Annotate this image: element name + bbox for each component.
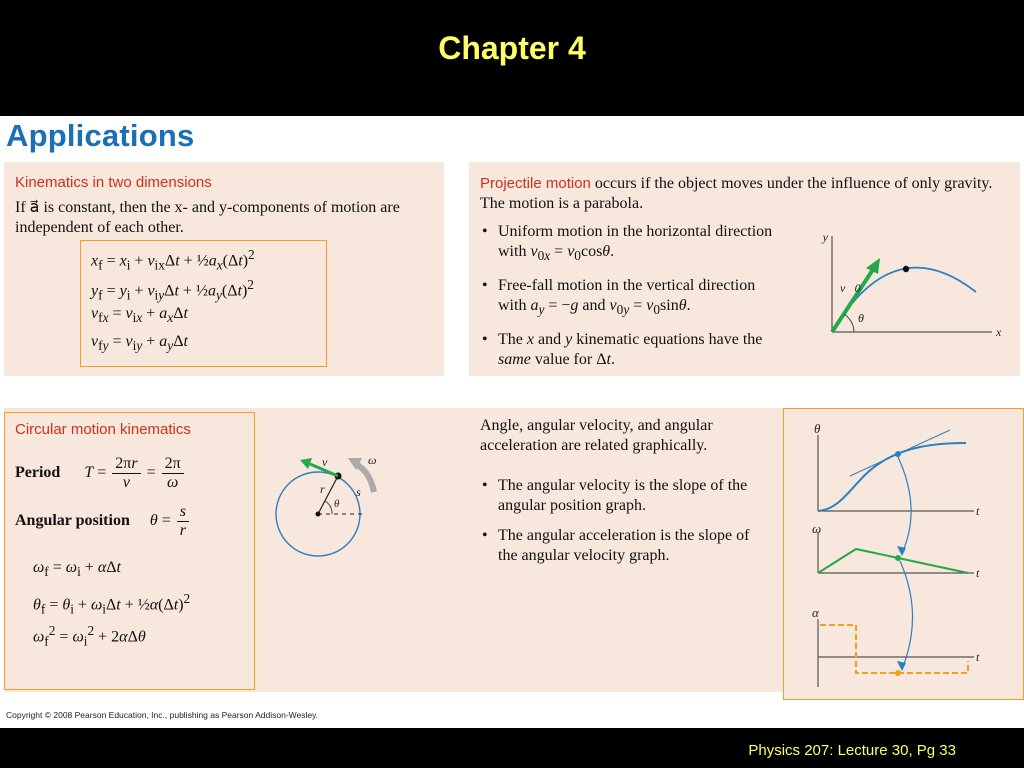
- slide-footer: Physics 207: Lecture 30, Pg 33: [748, 742, 956, 759]
- projectile-bullet-3: • The x and y kinematic equations have the same value for Δt.: [480, 330, 780, 370]
- angular-graphs-box: [783, 408, 1024, 700]
- omega-t-label: t: [976, 566, 980, 580]
- projectile-v0-label: v⃗0: [840, 281, 861, 295]
- theta-axis-label: θ: [814, 421, 821, 436]
- kinematics-eq-1: $x_f = x_i + v_{ix}\Delta t$ + $\frac{1}{2}a_x(\Delta t)^2$: [91, 247, 255, 273]
- circular-eq-1: $\omega_f = \omega_i + \alpha\Delta t$: [33, 559, 121, 580]
- circular-heading: Circular motion kinematics: [15, 421, 191, 438]
- angular-intro: Angle, angular velocity, and angular acceleration are related graphically.: [480, 417, 713, 454]
- theta-t-label: t: [976, 504, 980, 518]
- kinematics-panel: [4, 162, 444, 376]
- slide-content: [0, 116, 1024, 728]
- omega-label: ω: [368, 453, 377, 467]
- omega-line: [818, 549, 968, 573]
- theta-curve: [818, 443, 966, 511]
- alpha-point: [895, 670, 901, 676]
- kinematics-eq-2: $y_f = y_i + v_{iy}\Delta t$ + $\frac{1}{2}a_y(\Delta t)^2$: [91, 277, 254, 303]
- kinematics-heading: Kinematics in two dimensions: [15, 174, 212, 191]
- projectile-intro: occurs if the object moves under the influence of only gravity. The motion is a parabola.: [480, 175, 993, 212]
- projectile-theta-label: θ: [858, 311, 864, 325]
- kinematics-eq-3: $v_{fx} = v_{ix} + a_x\Delta t$: [91, 305, 188, 326]
- projectile-velocity-arrow: [832, 268, 874, 332]
- projectile-bullet-1: • Uniform motion in the horizontal direction with $v_{0x} = v_0\cos\theta$.: [480, 222, 780, 266]
- v-label: v⃗: [322, 455, 337, 469]
- alpha-axis-label: α: [812, 605, 819, 620]
- angular-position-row: Angular position θ = $\frac{s}{r}$: [15, 503, 191, 540]
- circular-motion-diagram: [264, 446, 394, 562]
- circular-box: [4, 412, 255, 690]
- theta-arc: [325, 501, 332, 514]
- angular-bullet-1: • The angular velocity is the slope of the angular position graph.: [480, 476, 770, 516]
- slope-arrow-2: [900, 561, 913, 669]
- alpha-step: [820, 625, 968, 673]
- section-title: Applications: [6, 118, 195, 153]
- alpha-t-label: t: [976, 650, 980, 664]
- projectile-heading: Projectile motion: [480, 175, 591, 192]
- angular-position-label: Angular position: [15, 512, 130, 530]
- circular-eq-3: $\omega_f^2 = \omega_i^2 + 2\alpha\Delta\theta$: [33, 623, 146, 649]
- projectile-angle-arc: [844, 314, 854, 332]
- projectile-intro-block: [480, 174, 1010, 214]
- omega-axis-label: ω: [812, 521, 822, 536]
- circular-eq-2: $\theta_f = \theta_i + \omega_i\Delta t$ + $\frac{1}{2}\alpha(\Delta t)^2$: [33, 591, 191, 617]
- period-row: Period T = $\frac{2\pi r}{v}$ = $\frac{2\pi}{\omega}$: [15, 455, 186, 492]
- kinematics-eq-4: $v_{fy} = v_{iy} + a_y\Delta t$: [91, 333, 188, 354]
- center-dot: [316, 512, 321, 517]
- r-label: r: [320, 482, 325, 496]
- projectile-bullets: [480, 222, 780, 370]
- projectile-panel: [469, 162, 1020, 376]
- theta-point: [895, 451, 901, 457]
- period-label: Period: [15, 464, 61, 482]
- projectile-apex-dot: [903, 266, 909, 272]
- angular-bullets: [480, 476, 770, 566]
- kinematics-equation-box: [80, 240, 327, 367]
- projectile-x-label: x: [996, 325, 1002, 339]
- chapter-title: Chapter 4: [438, 30, 586, 66]
- copyright: Copyright © 2008 Pearson Education, Inc., publishing as Pearson Addison-Wesley.: [6, 710, 319, 720]
- theta-label: θ: [334, 498, 340, 510]
- projectile-y-label: y: [822, 230, 828, 244]
- omega-point: [895, 555, 901, 561]
- angular-bullet-2: • The angular acceleration is the slope of the angular velocity graph.: [480, 526, 770, 566]
- slope-arrow-1: [898, 457, 911, 553]
- projectile-bullet-2: • Free-fall motion in the vertical direction with $a_y = -g$ and $v_{0y} = v_0\sin\theta$.: [480, 276, 780, 320]
- angular-graphs: [784, 409, 1020, 697]
- velocity-arrowhead: [300, 458, 312, 469]
- s-label: s: [356, 485, 361, 499]
- projectile-diagram: [814, 228, 1014, 340]
- kinematics-intro: If a⃗ is constant, then the x- and y-components of motion are independent of each other.: [15, 199, 400, 236]
